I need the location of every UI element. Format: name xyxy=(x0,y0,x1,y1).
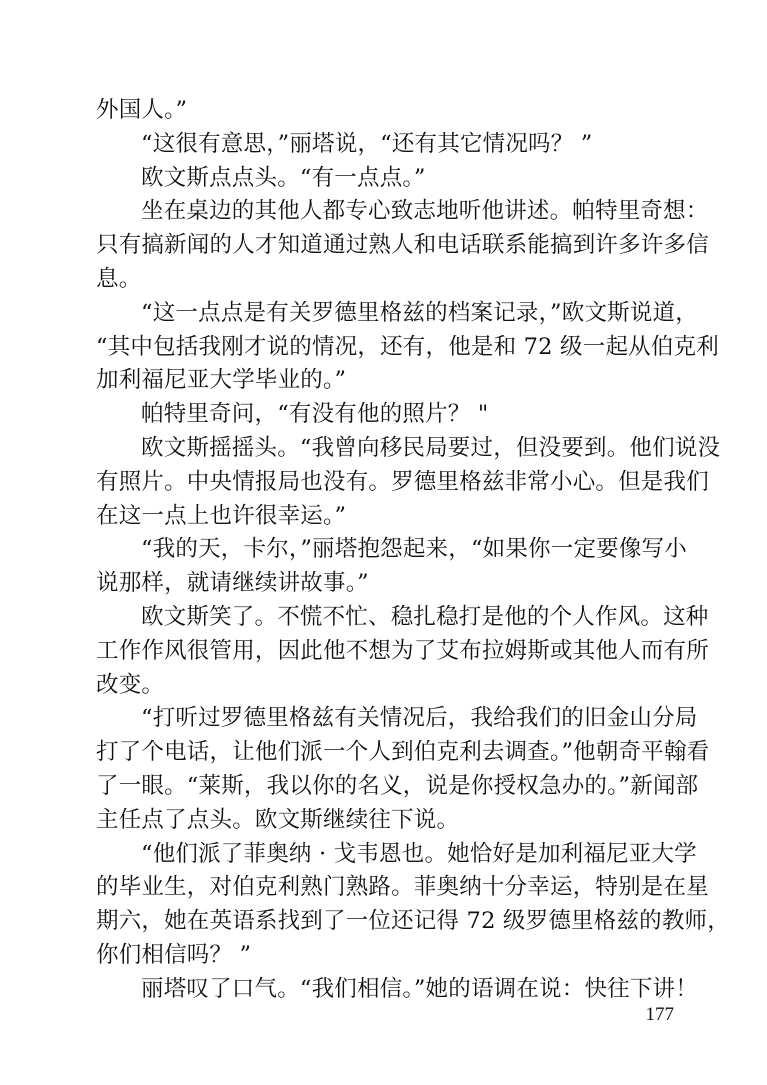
text-line: 坐在桌边的其他人都专心致志地听他讲述。帕特里奇想： xyxy=(141,198,709,225)
text-line: 了一眼。“莱斯，我以你的名义，说是你授权急办的。”新闻部 xyxy=(96,772,699,799)
text-line: 打了个电话，让他们派一个人到伯克利去调查。”他朝奇平翰看 xyxy=(96,739,710,766)
text-line: 主任点了点头。欧文斯继续往下说。 xyxy=(96,806,460,833)
page-number: 177 xyxy=(645,1004,674,1025)
text-line: 你们相信吗？ ” xyxy=(96,941,252,968)
text-line: “他们派了菲奥纳 · 戈韦恩也。她恰好是加利福尼亚大学 xyxy=(141,840,697,867)
text-line: 工作作风很管用，因此他不想为了艾布拉姆斯或其他人而有所 xyxy=(96,637,709,664)
text-line: 只有搞新闻的人才知道通过熟人和电话联系能搞到许多许多信 xyxy=(96,232,709,259)
text-line: 在这一点上也许很幸运。” xyxy=(96,502,347,529)
body-text xyxy=(96,94,730,1007)
text-line: “我的天，卡尔，”丽塔抱怨起来，“如果你一定要像写小 xyxy=(141,536,687,563)
text-line: 欧文斯摇摇头。“我曾向移民局要过，但没要到。他们说没 xyxy=(141,434,721,461)
text-line: “打听过罗德里格兹有关情况后，我给我们的旧金山分局 xyxy=(141,705,698,732)
text-line: 息。 xyxy=(96,265,142,292)
text-line: 期六，她在英语系找到了一位还记得 72 级罗德里格兹的教师， xyxy=(96,908,730,935)
text-line: “这一点点是有关罗德里格兹的档案记录，”欧文斯说道， xyxy=(141,299,698,326)
text-line: 改变。 xyxy=(96,671,165,698)
text-line: 欧文斯笑了。不慌不忙、稳扎稳打是他的个人作风。这种 xyxy=(141,603,709,630)
text-line: 欧文斯点点头。“有一点点。” xyxy=(141,164,426,191)
text-line: 说那样，就请继续讲故事。” xyxy=(96,570,369,597)
text-line: 外国人。” xyxy=(96,97,188,123)
text-line: 丽塔叹了口气。“我们相信。”她的语调在说：快往下讲！ xyxy=(141,975,698,1002)
text-line: 帕特里奇问，“有没有他的照片？ " xyxy=(141,401,489,428)
text-line: 有照片。中央情报局也没有。罗德里格兹非常小心。但是我们 xyxy=(96,468,709,495)
text-line: 的毕业生，对伯克利熟门熟路。菲奥纳十分幸运，特别是在星 xyxy=(96,874,709,901)
text-line: “其中包括我刚才说的情况，还有，他是和 72 级一起从伯克利 xyxy=(96,333,719,360)
text-line: “这很有意思，”丽塔说，“还有其它情况吗？ ” xyxy=(141,130,593,157)
text-line: 加利福尼亚大学毕业的。” xyxy=(96,367,347,394)
